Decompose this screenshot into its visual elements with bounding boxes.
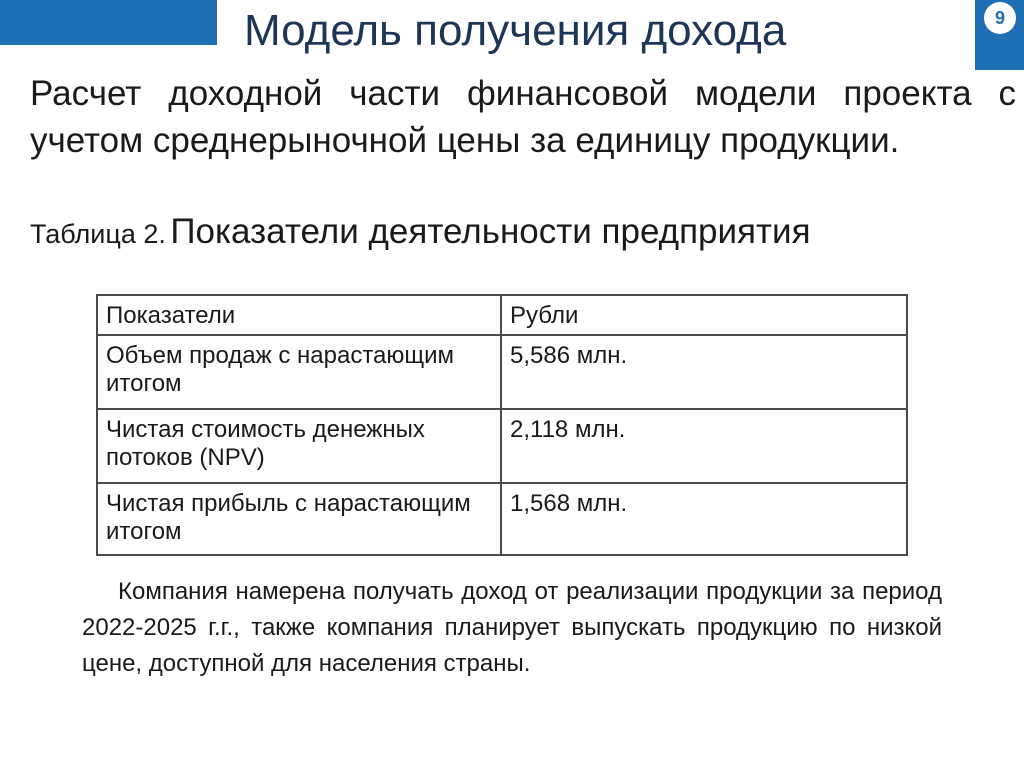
indicator-cell: Чистая стоимость денежных потоков (NPV)	[97, 409, 501, 483]
table-row	[97, 335, 907, 409]
indicator-cell: Объем продаж с нарастающим итогом	[97, 335, 501, 409]
slide-title: Модель получения дохода	[244, 6, 787, 55]
value-cell: 1,568 млн.	[501, 483, 907, 555]
table-row	[97, 483, 907, 555]
table-caption-title: Показатели деятельности предприятия	[170, 212, 811, 251]
page-number-badge	[975, 0, 1024, 70]
page-number: 9	[984, 2, 1016, 34]
table-header-value: Рубли	[501, 295, 907, 335]
table-caption	[30, 212, 811, 252]
table-row	[97, 409, 907, 483]
table-caption-number: Таблица 2.	[30, 219, 166, 249]
indicators-table	[96, 294, 908, 556]
value-cell: 5,586 млн.	[501, 335, 907, 409]
table-header-row	[97, 295, 907, 335]
body-paragraph: Компания намерена получать доход от реализации продукции за период 2022-2025 г.г., также компания планирует выпускать продукцию по низкой цене, доступной для населения страны.	[82, 578, 942, 677]
lead-paragraph: Расчет доходной части финансовой модели проекта с учетом среднерыночной цены за единицу продукции.	[30, 74, 1016, 160]
value-cell: 2,118 млн.	[501, 409, 907, 483]
header-accent-bar	[0, 0, 217, 45]
indicator-cell: Чистая прибыль с нарастающим итогом	[97, 483, 501, 555]
table-header-indicator: Показатели	[97, 295, 501, 335]
